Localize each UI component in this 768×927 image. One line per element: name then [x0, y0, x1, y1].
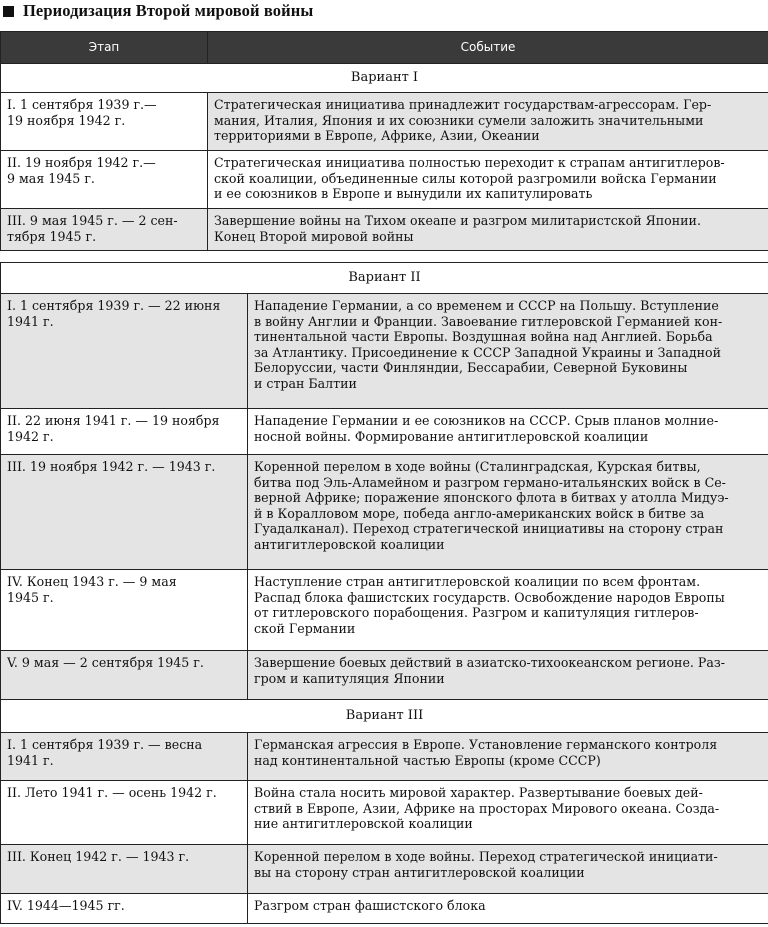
stage-cell: [1, 93, 208, 151]
stage-cell: [1, 409, 248, 455]
table-row: [1, 209, 768, 251]
cell-text-line: III. Конец 1942 г. — 1943 г.: [7, 849, 190, 864]
cell-text-line: II. 19 ноября 1942 г.—: [7, 155, 156, 170]
cell-text-line: I. 1 сентября 1939 г.—: [7, 97, 157, 112]
cell-text-line: Наступление стран антигитлеровской коалиции по всем фронтам.: [254, 574, 701, 589]
stage-cell: [1, 294, 248, 409]
event-cell: [208, 93, 768, 151]
stage-cell: [1, 570, 248, 651]
event-cell: [248, 894, 768, 924]
cell-text-line: 9 мая 1945 г.: [7, 170, 95, 186]
cell-text-line: I. 1 сентября 1939 г. — весна: [7, 737, 203, 752]
table-row: [1, 93, 768, 151]
cell-text-line: Стратегическая инициатива полностью переходит к страпам антигитлеров-: [214, 155, 725, 170]
cell-text-line: над континентальной частью Европы (кроме СССР): [254, 752, 601, 768]
page-header: [0, 0, 768, 22]
cell-text-line: Нападение Германии, а со временем и СССР на Польшу. Вступление: [254, 298, 719, 313]
stage-cell: [1, 151, 208, 209]
cell-text-line: Гуадалканал). Переход стратегической инициативы на сторону стран: [254, 521, 724, 536]
cell-text-line: битва под Эль-Аламейном и разгром германо-итальянских войск в Се-: [254, 474, 726, 490]
cell-text-line: ской коалиции, объединенные силы которой разгромили войска Германии: [214, 170, 717, 186]
stage-cell: [1, 209, 208, 251]
cell-text-line: тинентальной части Европы. Воздушная война над Англией. Борьба: [254, 329, 713, 344]
cell-text-line: Нападение Германии и ее союзников на СССР. Срыв планов молние-: [254, 413, 719, 428]
variant-row: [1, 64, 768, 93]
stage-cell: [1, 845, 248, 894]
table-row: [1, 409, 768, 455]
cell-text-line: антигитлеровской коалиции: [254, 536, 445, 552]
variant-2-label: Вариант II: [1, 263, 768, 294]
cell-text-line: 1941 г.: [7, 752, 54, 768]
cell-text-line: й в Коралловом море, победа англо-американских войск в битве за: [254, 505, 705, 521]
table-row: [1, 294, 768, 409]
stage-cell: [1, 894, 248, 924]
variant-3-label: Вариант III: [1, 700, 768, 733]
stage-cell: [1, 455, 248, 570]
event-cell: [248, 781, 768, 845]
cell-text-line: носной войны. Формирование антигитлеровской коалиции: [254, 428, 649, 444]
stage-cell: [1, 733, 248, 781]
cell-text-line: и стран Балтии: [254, 375, 357, 391]
cell-text-line: ние антигитлеровской коалиции: [254, 816, 473, 831]
cell-text-line: Война стала носить мировой характер. Развертывание боевых дей-: [254, 785, 703, 800]
table-row: [1, 151, 768, 209]
cell-text-line: II. Лето 1941 г. — осень 1942 г.: [7, 785, 217, 800]
cell-text-line: Германская агрессия в Европе. Установление германского контроля: [254, 737, 718, 752]
cell-text-line: в войну Англии и Франции. Завоевание гитлеровской Германией кон-: [254, 313, 723, 329]
cell-text-line: IV. Конец 1943 г. — 9 мая: [7, 574, 177, 589]
periodization-table-variants-2-3: [0, 262, 768, 924]
event-cell: [248, 651, 768, 700]
cell-text-line: IV. 1944—1945 гг.: [7, 898, 125, 913]
cell-text-line: Коренной перелом в ходе войны (Сталинградская, Курская битвы,: [254, 459, 701, 474]
cell-text-line: Завершение войны на Тихом океапе и разгром милитаристской Японии.: [214, 213, 701, 228]
bullet-square-icon: [3, 6, 14, 17]
cell-text-line: мания, Италия, Япония и их союзники сумели заложить значительными: [214, 112, 704, 128]
event-cell: [248, 294, 768, 409]
cell-text-line: тября 1945 г.: [7, 228, 97, 244]
cell-text-line: ской Германии: [254, 620, 356, 636]
table-row: [1, 781, 768, 845]
variant-row: [1, 700, 768, 733]
cell-text-line: ствий в Европе, Азии, Африке на просторах Мирового океана. Созда-: [254, 800, 720, 816]
event-cell: [248, 409, 768, 455]
cell-text-line: 1941 г.: [7, 313, 54, 329]
table-row: [1, 570, 768, 651]
cell-text-line: Распад блока фашистских государств. Освобождение народов Европы: [254, 589, 725, 605]
variant-row: [1, 263, 768, 294]
cell-text-line: 1945 г.: [7, 589, 54, 605]
event-cell: [208, 209, 768, 251]
event-cell: [248, 845, 768, 894]
event-cell: [248, 733, 768, 781]
cell-text-line: 1942 г.: [7, 428, 54, 444]
cell-text-line: III. 19 ноября 1942 г. — 1943 г.: [7, 459, 216, 474]
cell-text-line: Завершение боевых действий в азиатско-тихоокеанском регионе. Раз-: [254, 655, 726, 670]
table-row: [1, 651, 768, 700]
stage-cell: [1, 781, 248, 845]
cell-text-line: вы на сторону стран антигитлеровской коалиции: [254, 864, 585, 880]
table-header-row: [1, 32, 768, 64]
cell-text-line: территориями в Европе, Африке, Азии, Океании: [214, 128, 540, 143]
cell-text-line: Белоруссии, части Финляндии, Бессарабии, Северной Буковины: [254, 360, 688, 375]
table-row: [1, 733, 768, 781]
event-cell: [248, 455, 768, 570]
cell-text-line: II. 22 июня 1941 г. — 19 ноября: [7, 413, 220, 428]
cell-text-line: и ее союзников в Европе и вынудили их капитулировать: [214, 186, 593, 201]
cell-text-line: от гитлеровского порабощения. Разгром и капитуляция гитлеров-: [254, 605, 699, 620]
event-cell: [248, 570, 768, 651]
cell-text-line: гром и капитуляция Японии: [254, 670, 445, 686]
cell-text-line: верной Африке; поражение японского флота в битвах у атолла Мидуэ-: [254, 490, 729, 505]
table-row: [1, 455, 768, 570]
variant-1-label: Вариант I: [1, 64, 768, 93]
cell-text-line: I. 1 сентября 1939 г. — 22 июня: [7, 298, 221, 313]
event-cell: [208, 151, 768, 209]
cell-text-line: за Атлантику. Присоединение к СССР Западной Украины и Западной: [254, 344, 721, 360]
stage-cell: [1, 651, 248, 700]
header-event: Событие: [208, 32, 768, 64]
table-row: [1, 894, 768, 924]
page-title: Периодизация Второй мировой войны: [23, 1, 314, 20]
cell-text-line: III. 9 мая 1945 г. — 2 сен-: [7, 213, 178, 228]
cell-text-line: V. 9 мая — 2 сентября 1945 г.: [7, 655, 204, 670]
table-row: [1, 845, 768, 894]
cell-text-line: Стратегическая инициатива принадлежит государствам-агрессорам. Гер-: [214, 97, 712, 112]
cell-text-line: 19 ноября 1942 г.: [7, 112, 126, 128]
cell-text-line: Конец Второй мировой войны: [214, 228, 414, 244]
cell-text-line: Разгром стран фашистского блока: [254, 898, 486, 913]
header-stage: Этап: [1, 32, 208, 64]
cell-text-line: Коренной перелом в ходе войны. Переход стратегической инициати-: [254, 849, 718, 864]
periodization-table-variant-1: [0, 31, 768, 251]
